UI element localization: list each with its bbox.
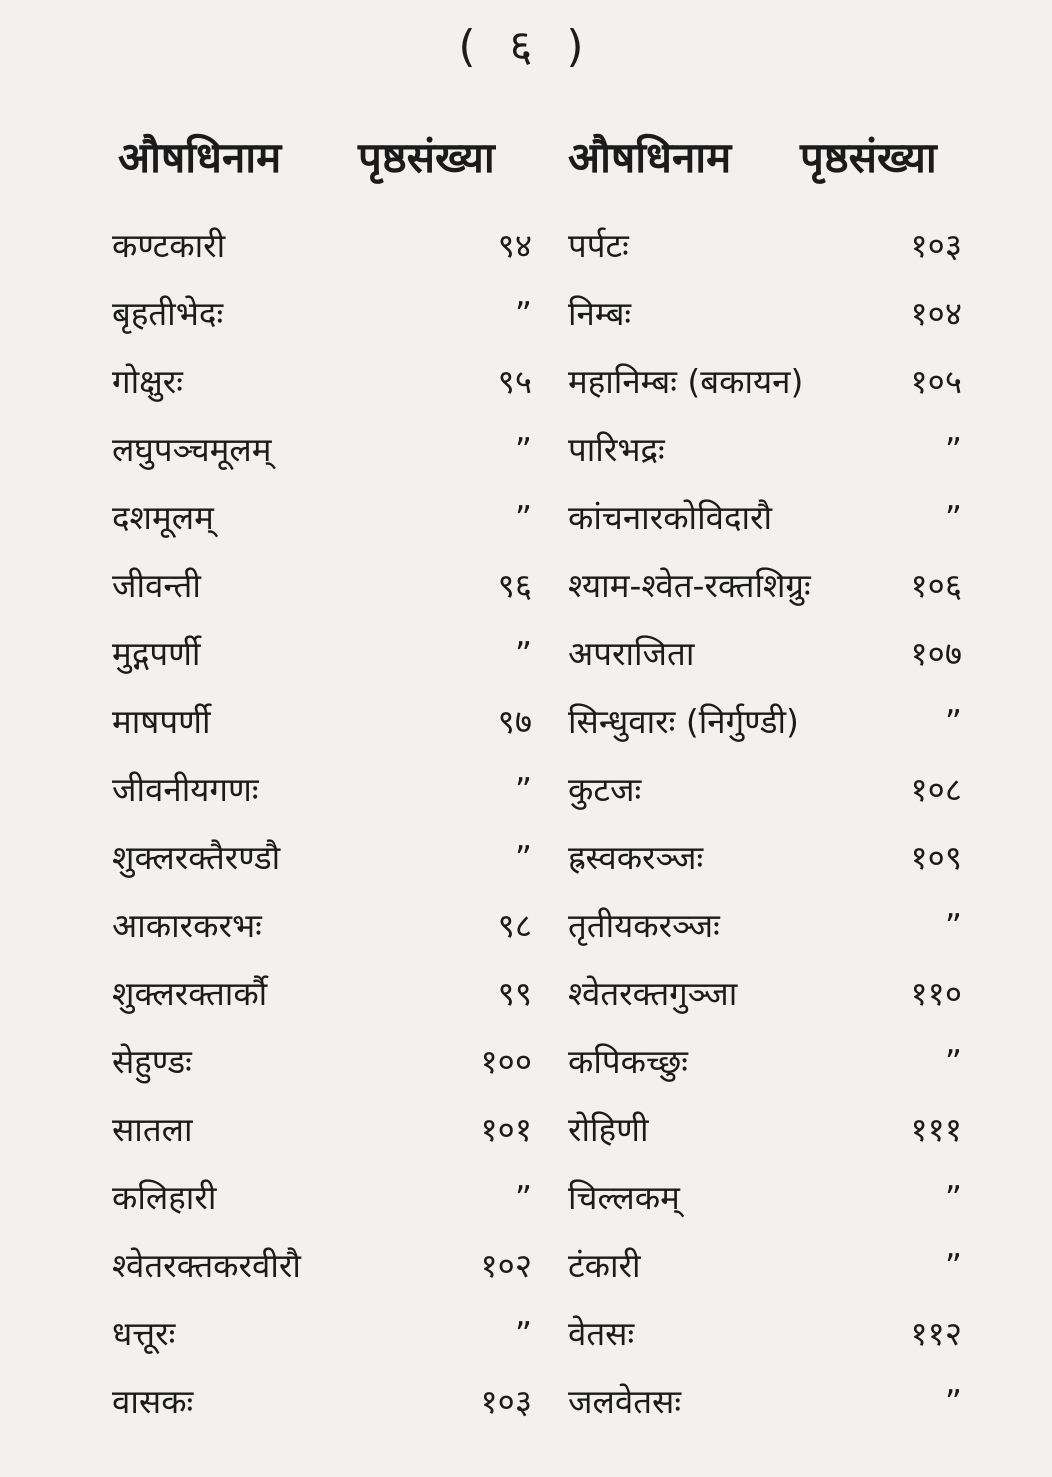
page-number-value: ९८ <box>497 906 532 945</box>
list-item <box>568 490 962 558</box>
herb-name: सेहुण्डः <box>112 1042 192 1081</box>
page-number-value: १०१ <box>480 1110 532 1149</box>
page-number-value: ” <box>514 770 532 809</box>
herb-name: तृतीयकरञ्जः <box>568 906 720 945</box>
list-item <box>568 1170 962 1238</box>
page-number-value: १०६ <box>910 566 962 605</box>
page-number-value: १०३ <box>910 226 962 265</box>
page-number-value: १०३ <box>480 1382 532 1421</box>
herb-name: पारिभद्रः <box>568 430 665 469</box>
page-number-value: ९७ <box>497 702 532 741</box>
page-number-value: १०५ <box>910 362 962 401</box>
page-number-value: १०८ <box>910 770 962 809</box>
herb-name: श्वेतरक्तगुञ्जा <box>568 974 738 1013</box>
page-number-value: ९४ <box>497 226 532 265</box>
page-number-value: १०२ <box>480 1246 532 1285</box>
herb-name: लघुपञ्चमूलम् <box>112 430 272 469</box>
herb-name: जीवनीयगणः <box>112 770 259 809</box>
herb-name: वेतसः <box>568 1314 635 1353</box>
page-number-value: ” <box>944 906 962 945</box>
list-item <box>568 762 962 830</box>
list-item <box>112 558 532 626</box>
page-number-value: १०९ <box>910 838 962 877</box>
list-item <box>568 966 962 1034</box>
herb-name: सातला <box>112 1110 193 1149</box>
page-number-value: १०० <box>480 1042 532 1081</box>
list-item <box>112 1102 532 1170</box>
herb-name: श्याम-श्वेत-रक्तशिग्रुः <box>568 566 811 605</box>
page-number-value: ११२ <box>910 1314 962 1353</box>
list-item <box>568 694 962 762</box>
herb-name: पर्पटः <box>568 226 629 265</box>
herb-name: कलिहारी <box>112 1178 217 1217</box>
herb-name: शुक्लरक्तैरण्डौ <box>112 838 281 877</box>
herb-name: आकारकरभः <box>112 906 262 945</box>
header-page-count-left: पृष्ठसंख्या <box>358 133 495 182</box>
list-item <box>112 1034 532 1102</box>
page-number-value: ११० <box>910 974 962 1013</box>
herb-name: जलवेतसः <box>568 1382 681 1421</box>
list-item <box>568 898 962 966</box>
herb-name: टंकारी <box>568 1246 641 1285</box>
list-item <box>112 1374 532 1442</box>
page-number-value: १०४ <box>910 294 962 333</box>
list-item <box>112 898 532 966</box>
herb-name: बृहतीभेदः <box>112 294 224 333</box>
list-item <box>112 626 532 694</box>
list-item <box>568 1238 962 1306</box>
list-item <box>112 1238 532 1306</box>
page-number-value: ” <box>944 1178 962 1217</box>
list-item <box>112 966 532 1034</box>
page-number-value: ” <box>514 294 532 333</box>
page-number: ( ६ ) <box>458 21 594 72</box>
page-number-value: ” <box>944 702 962 741</box>
list-item <box>568 354 962 422</box>
list-item <box>568 830 962 898</box>
herb-name: कांचनारकोविदारौ <box>568 498 773 537</box>
list-item <box>112 218 532 286</box>
herb-name: अपराजिता <box>568 634 695 673</box>
right-column <box>568 218 962 1438</box>
list-item <box>568 626 962 694</box>
herb-name: गोक्षुरः <box>112 362 183 401</box>
page-number-value: ” <box>514 634 532 673</box>
herb-name: मुद्गपर्णी <box>112 634 201 673</box>
herb-name: महानिम्बः (बकायन) <box>568 362 804 401</box>
herb-name: कपिकच्छुः <box>568 1042 688 1081</box>
table-header <box>110 128 960 198</box>
herb-name: दशमूलम् <box>112 498 214 537</box>
herb-name: निम्बः <box>568 294 632 333</box>
list-item <box>112 1170 532 1238</box>
page-number-value: १०७ <box>910 634 962 673</box>
herb-name: माषपर्णी <box>112 702 211 741</box>
page-number-value: ” <box>944 498 962 537</box>
header-herb-name-left: औषधिनाम <box>118 133 282 182</box>
herb-name: कण्टकारी <box>112 226 226 265</box>
page-number-value: ” <box>944 430 962 469</box>
header-page-count-right: पृष्ठसंख्या <box>800 133 937 182</box>
herb-name: वासकः <box>112 1382 194 1421</box>
herb-name: जीवन्ती <box>112 566 201 605</box>
list-item <box>568 422 962 490</box>
list-item <box>112 490 532 558</box>
page-number-value: ” <box>944 1382 962 1421</box>
list-item <box>112 830 532 898</box>
page-number-value: ” <box>514 430 532 469</box>
list-item <box>112 762 532 830</box>
page-number-value: ” <box>514 1314 532 1353</box>
list-item <box>112 286 532 354</box>
page-number-value: ” <box>944 1246 962 1285</box>
list-item <box>112 354 532 422</box>
list-item <box>568 218 962 286</box>
herb-name: धत्तूरः <box>112 1314 176 1353</box>
header-herb-name-right: औषधिनाम <box>568 133 732 182</box>
herb-name: कुटजः <box>568 770 642 809</box>
list-item <box>568 1034 962 1102</box>
list-item <box>112 1306 532 1374</box>
herb-name: श्वेतरक्तकरवीरौ <box>112 1246 301 1285</box>
page-number-value: ” <box>944 1042 962 1081</box>
page-number-value: १११ <box>910 1110 962 1149</box>
page-number-value: ” <box>514 838 532 877</box>
page-number-value: ९५ <box>497 362 532 401</box>
list-item <box>568 1306 962 1374</box>
list-item <box>568 558 962 626</box>
list-item <box>568 1374 962 1442</box>
page-number-value: ९६ <box>497 566 532 605</box>
list-item <box>112 422 532 490</box>
herb-name: सिन्धुवारः (निर्गुण्डी) <box>568 702 799 741</box>
list-item <box>112 694 532 762</box>
page-number-value: ” <box>514 1178 532 1217</box>
index-table <box>112 218 962 1438</box>
list-item <box>568 1102 962 1170</box>
herb-name: चिल्लकम् <box>568 1178 680 1217</box>
herb-name: रोहिणी <box>568 1110 649 1149</box>
list-item <box>568 286 962 354</box>
herb-name: शुक्लरक्तार्कौ <box>112 974 268 1013</box>
page-number-value: ९९ <box>497 974 532 1013</box>
page-number-value: ” <box>514 498 532 537</box>
herb-name: ह्रस्वकरञ्जः <box>568 838 704 877</box>
left-column <box>112 218 532 1438</box>
